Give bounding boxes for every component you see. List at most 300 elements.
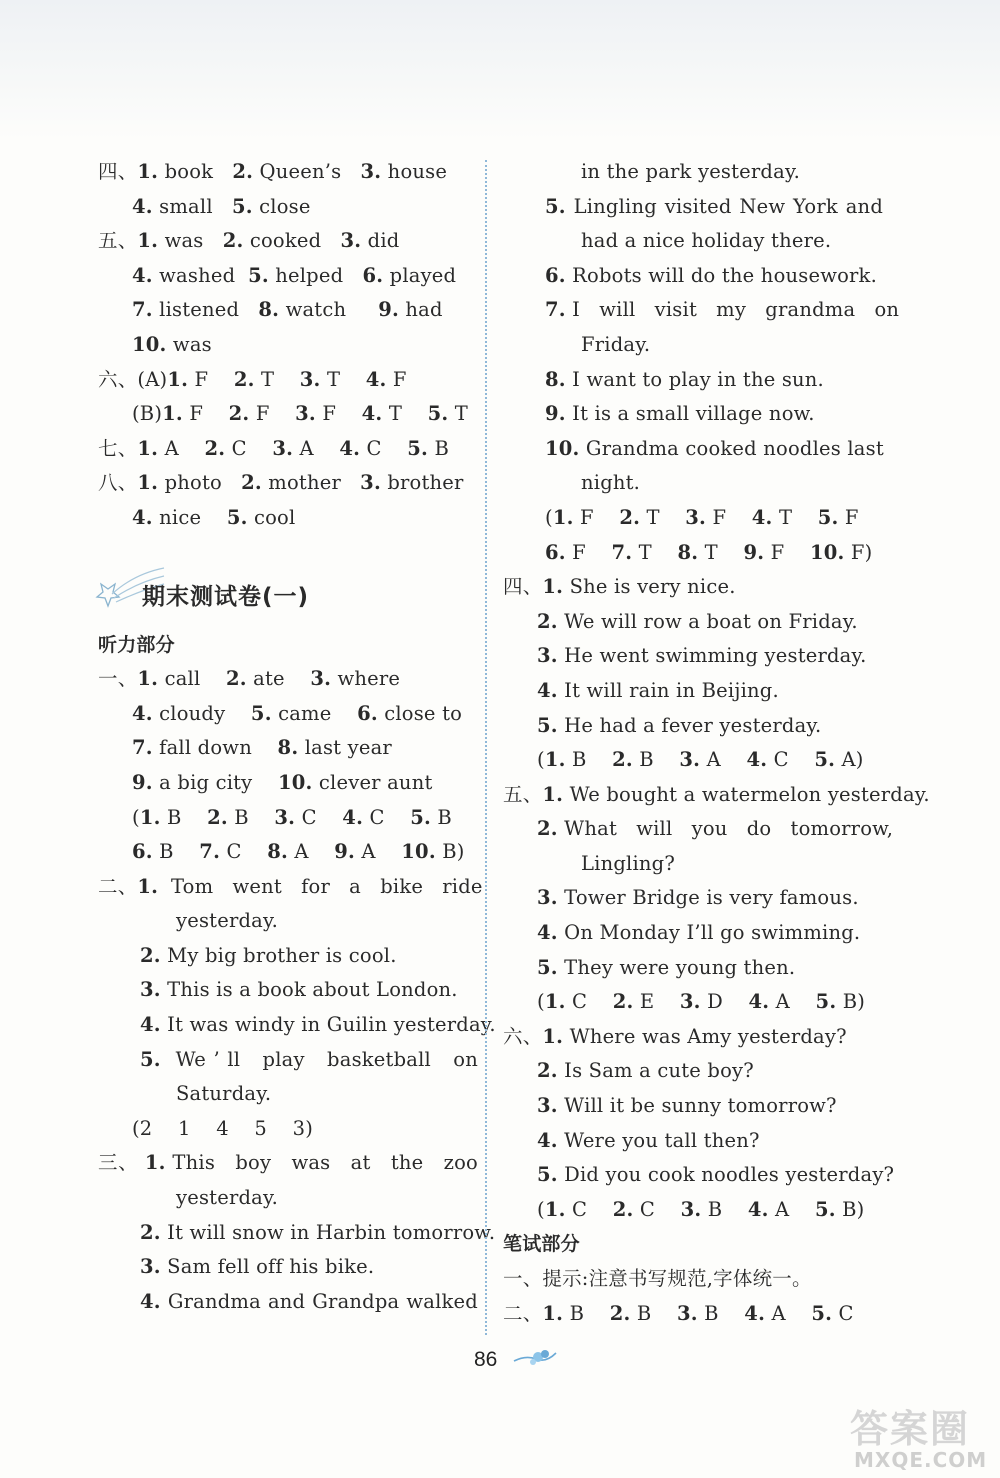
watermark — [840, 1398, 990, 1476]
answer-text: came — [271, 701, 358, 725]
left-answer-line — [98, 1181, 478, 1216]
answer-text: F — [565, 540, 612, 564]
answer-text: T — [320, 367, 366, 391]
answer-text: A — [768, 1197, 815, 1221]
item-number: 3. — [360, 471, 381, 495]
answer-text: ( — [537, 1197, 545, 1221]
answer-text: D — [700, 990, 749, 1014]
right-answer-line — [503, 605, 883, 640]
answer-text: 听力部分 — [98, 633, 175, 656]
section-title — [98, 566, 478, 628]
right-answer-line — [503, 951, 883, 986]
item-number: 1. — [167, 367, 189, 391]
answer-text: watch — [279, 298, 379, 322]
answer-text: It is a small village now. — [565, 402, 815, 426]
item-number: 4. — [132, 194, 153, 218]
right-answer-line — [503, 1124, 883, 1159]
answer-text: It was windy in Guilin yesterday. — [160, 1013, 496, 1037]
item-number: 6. — [545, 263, 566, 287]
right-answer-line — [503, 536, 883, 571]
answer-text: ( — [537, 990, 545, 1014]
item-number: 3. — [140, 978, 161, 1002]
answer-text: Is Sam a cute boy? — [557, 1059, 754, 1083]
answer-text: yesterday. — [176, 1186, 278, 1210]
answer-text: F — [182, 402, 229, 426]
section-title-text: 期末测试卷(一) — [142, 583, 310, 610]
right-answer-line — [503, 1054, 883, 1089]
answer-text: B — [632, 748, 680, 772]
answer-text: call — [158, 667, 226, 691]
answer-text: had — [398, 298, 443, 322]
right-answer-line — [503, 639, 883, 674]
answer-text: I want to play in the sun. — [565, 367, 824, 391]
item-number: 1. — [137, 229, 159, 253]
item-number: 9. — [334, 840, 355, 864]
item-number: 5. — [811, 1301, 833, 1325]
item-number: 5. — [410, 805, 431, 829]
answer-text: in the park yesterday. — [581, 160, 800, 183]
answer-text: fall down — [152, 736, 278, 760]
answer-text: B — [227, 805, 275, 829]
item-number: 7. — [545, 298, 566, 322]
item-number: 4. — [537, 921, 558, 945]
answer-text: E — [633, 990, 680, 1014]
answer-text: 八、 — [98, 471, 138, 495]
answer-text: ate — [246, 667, 311, 691]
right-answer-line — [503, 847, 883, 882]
answer-text: C — [565, 1197, 613, 1221]
right-answer-line — [503, 743, 883, 778]
answer-text: F — [764, 540, 810, 564]
answer-text: mother — [261, 471, 361, 495]
answer-text: where — [331, 667, 401, 691]
left-answer-line — [98, 1043, 478, 1078]
item-number: 3. — [340, 229, 362, 253]
item-number: 2. — [537, 609, 558, 633]
watermark-cn: 答案圈 — [850, 1407, 971, 1451]
answer-text: We will row a boat on Friday. — [557, 609, 858, 633]
item-number: 3. — [299, 367, 321, 391]
answer-text: Will it be sunny tomorrow? — [557, 1094, 837, 1118]
item-number: 4. — [132, 505, 153, 529]
answer-text: This boy was at the zoo — [165, 1151, 478, 1175]
right-answer-line — [503, 1262, 883, 1297]
right-answer-line — [503, 397, 883, 432]
item-number: 3. — [537, 644, 558, 668]
item-number: 1. — [144, 1151, 166, 1175]
answer-text: T — [254, 367, 300, 391]
item-number: 4. — [537, 1128, 558, 1152]
right-answer-line — [503, 916, 883, 951]
right-answer-line — [503, 363, 883, 398]
answer-text: F — [386, 367, 407, 391]
answer-text: B — [428, 436, 449, 460]
answer-text: B — [160, 805, 208, 829]
item-number: 4. — [748, 990, 770, 1014]
answer-text: photo — [158, 471, 242, 495]
answer-text: A — [355, 840, 402, 864]
answer-text: had a nice holiday there. — [581, 229, 832, 253]
item-number: 4. — [744, 1301, 766, 1325]
answer-text: I will visit my grandma on — [565, 298, 900, 322]
left-answer-line — [98, 801, 478, 836]
answer-text: cooked — [243, 229, 341, 253]
right-answer-line — [503, 674, 883, 709]
answer-text: ( — [132, 805, 140, 829]
left-answer-line — [98, 766, 478, 801]
answer-text: This is a book about London. — [160, 978, 458, 1002]
answer-text: 四、 — [98, 160, 138, 183]
item-number: 6. — [362, 263, 384, 287]
item-number: 2. — [140, 943, 161, 967]
item-number: 5. — [226, 505, 248, 529]
answer-text: yesterday. — [176, 909, 278, 933]
item-number: 8. — [545, 367, 566, 391]
answer-text: 笔试部分 — [503, 1233, 580, 1256]
item-number: 2. — [207, 805, 228, 829]
answer-text: Saturday. — [176, 1082, 272, 1106]
item-number: 4. — [365, 367, 387, 391]
answer-text: B) — [435, 840, 465, 864]
left-answer-line — [98, 697, 478, 732]
item-number: 5. — [545, 194, 566, 218]
answer-text: C — [225, 436, 273, 460]
left-answer-line — [98, 1285, 478, 1320]
left-answer-line — [98, 293, 478, 328]
item-number: 1. — [544, 990, 566, 1014]
item-number: 4. — [361, 402, 383, 426]
answer-text: (2 1 4 5 3) — [132, 1116, 314, 1140]
answer-text: F — [706, 505, 752, 529]
item-number: 6. — [545, 540, 566, 564]
left-answer-line — [98, 731, 478, 766]
answer-text: On Monday I’ll go swimming. — [557, 921, 861, 945]
answer-text: C — [220, 840, 268, 864]
item-number: 8. — [677, 540, 699, 564]
left-answer-line — [98, 973, 478, 1008]
answer-text: C — [295, 805, 343, 829]
item-number: 2. — [233, 367, 255, 391]
item-number: 10. — [401, 840, 436, 864]
item-number: 4. — [132, 701, 153, 725]
right-answer-line — [503, 709, 883, 744]
answer-text: My big brother is cool. — [160, 943, 397, 967]
answer-text: 二、 — [503, 1301, 543, 1325]
left-answer-line — [98, 190, 478, 225]
right-answer-line — [503, 1193, 883, 1228]
item-number: 4. — [339, 436, 361, 460]
item-number: 8. — [267, 840, 288, 864]
item-number: 4. — [342, 805, 364, 829]
right-answer-line — [503, 985, 883, 1020]
answer-text: ( — [537, 748, 545, 772]
item-number: 6. — [132, 840, 153, 864]
left-answer-line — [98, 501, 478, 536]
answer-text: F) — [844, 540, 873, 564]
answer-text: 二、 — [98, 874, 138, 898]
item-number: 5. — [814, 1197, 836, 1221]
answer-text: B — [565, 748, 613, 772]
answer-text: 五、 — [98, 229, 138, 253]
right-answer-line — [503, 1089, 883, 1124]
answer-text: Lingling visited New York and — [565, 194, 883, 218]
answer-text: 一、提示:注意书写规范,字体统一。 — [503, 1267, 812, 1290]
answer-text: Queen’s — [253, 160, 361, 183]
item-number: 2. — [612, 990, 634, 1014]
answer-text: C — [565, 990, 613, 1014]
item-number: 1. — [137, 471, 159, 495]
page-number: 86 — [474, 1348, 498, 1371]
item-number: 3. — [310, 667, 332, 691]
answer-text: 七、 — [98, 436, 138, 460]
left-answer-line — [98, 1112, 478, 1147]
answer-text: close — [252, 194, 311, 218]
answer-text: last year — [298, 736, 392, 760]
item-number: 5. — [815, 990, 837, 1014]
item-number: 1. — [137, 436, 159, 460]
item-number: 9. — [743, 540, 765, 564]
answer-text: night. — [581, 471, 641, 495]
answer-text: What will you do tomorrow, — [557, 817, 894, 841]
answer-text: It will rain in Beijing. — [557, 678, 779, 702]
item-number: 10. — [809, 540, 845, 564]
answer-text: F — [249, 402, 296, 426]
item-number: 1. — [544, 748, 566, 772]
answer-text: B — [630, 1301, 677, 1325]
answer-text: A — [287, 840, 335, 864]
item-number: 3. — [537, 1094, 558, 1118]
answer-text: B — [697, 1301, 745, 1325]
left-answer-line — [98, 397, 478, 432]
right-answer-line — [503, 293, 900, 328]
item-number: 5. — [817, 505, 839, 529]
item-number: 2. — [537, 1059, 558, 1083]
answer-text: A — [158, 436, 205, 460]
item-number: 3. — [679, 990, 701, 1014]
answer-text: (B) — [132, 402, 163, 426]
answer-text: Where was Amy yesterday? — [563, 1024, 847, 1048]
left-answer-column — [98, 155, 496, 1319]
item-number: 9. — [132, 770, 153, 794]
item-number: 5. — [537, 955, 558, 979]
item-number: 4. — [140, 1013, 161, 1037]
item-number: 5. — [407, 436, 429, 460]
answer-text: book — [158, 160, 233, 183]
item-number: 1. — [137, 667, 159, 691]
answer-text: B) — [836, 990, 866, 1014]
answer-text: B — [563, 1301, 610, 1325]
column-divider — [485, 160, 487, 1335]
answer-text: F — [315, 402, 362, 426]
item-number: 7. — [132, 298, 153, 322]
item-number: 4. — [746, 748, 768, 772]
item-number: 2. — [537, 817, 558, 841]
left-answer-line — [98, 870, 483, 905]
item-number: 9. — [545, 402, 566, 426]
right-answer-line — [503, 1227, 883, 1262]
item-number: 3. — [677, 1301, 698, 1325]
item-number: 2. — [204, 436, 226, 460]
answer-text: He had a fever yesterday. — [557, 713, 822, 737]
answer-text: Did you cook noodles yesterday? — [557, 1163, 895, 1187]
item-number: 2. — [619, 505, 641, 529]
item-number: 3. — [680, 1197, 702, 1221]
answer-text: C — [767, 748, 815, 772]
item-number: 2. — [612, 748, 633, 772]
answer-text: Grandma and Grandpa walked — [160, 1289, 478, 1313]
answer-text: listened — [152, 298, 259, 322]
answer-text: F — [838, 505, 859, 529]
answer-text: A — [293, 436, 340, 460]
answer-text: a big city — [152, 770, 278, 794]
answer-text: was — [166, 332, 212, 356]
answer-text: Lingling? — [581, 851, 675, 875]
item-number: 10. — [132, 332, 167, 356]
answer-text: F — [188, 367, 234, 391]
left-answer-line — [98, 1216, 496, 1251]
item-number: 4. — [751, 505, 773, 529]
answer-text: 五、 — [503, 782, 543, 806]
answer-text: 六、(A) — [98, 367, 168, 391]
right-answer-line — [503, 1297, 883, 1332]
right-answer-line — [503, 778, 930, 813]
left-answer-line — [98, 835, 478, 870]
item-number: 5. — [814, 748, 836, 772]
item-number: 2. — [232, 160, 254, 183]
right-answer-line — [503, 432, 883, 467]
item-number: 5. — [231, 194, 253, 218]
answer-text: It will snow in Harbin tomorrow. — [160, 1220, 496, 1244]
right-answer-line — [503, 570, 883, 605]
item-number: 10. — [278, 770, 313, 794]
item-number: 5. — [537, 713, 558, 737]
right-answer-line — [503, 881, 883, 916]
item-number: 3. — [295, 402, 316, 426]
item-number: 9. — [378, 298, 399, 322]
left-answer-line — [98, 259, 478, 294]
item-number: 2. — [222, 229, 244, 253]
left-answer-line — [98, 1008, 496, 1043]
answer-text: 四、 — [503, 575, 543, 599]
answer-text: cool — [247, 505, 296, 529]
item-number: 4. — [747, 1197, 769, 1221]
answer-text: cloudy — [152, 701, 251, 725]
answer-text: brother — [380, 471, 464, 495]
item-number: 4. — [537, 678, 558, 702]
left-answer-line — [98, 904, 478, 939]
item-number: 6. — [357, 701, 378, 725]
answer-text: B — [701, 1197, 748, 1221]
answer-text: close to — [377, 701, 463, 725]
flower-ornament-icon — [512, 1345, 558, 1371]
answer-text: Tom went for a bike ride — [158, 874, 483, 898]
item-number: 2. — [609, 1301, 631, 1325]
item-number: 1. — [542, 1024, 564, 1048]
item-number: 8. — [277, 736, 299, 760]
item-number: 1. — [162, 402, 183, 426]
answer-text: A — [765, 1301, 812, 1325]
answer-text: nice — [152, 505, 227, 529]
answer-text: helped — [268, 263, 363, 287]
right-answer-line — [503, 328, 883, 363]
answer-text: A) — [835, 748, 864, 772]
answer-text: T — [448, 402, 468, 426]
answer-text: Friday. — [581, 332, 651, 356]
item-number: 1. — [139, 805, 161, 829]
answer-text: played — [383, 263, 457, 287]
answer-text: ( — [545, 505, 553, 529]
answer-text: They were young then. — [557, 955, 796, 979]
answer-text: C — [360, 436, 408, 460]
answer-text: C — [832, 1301, 854, 1325]
right-answer-line — [503, 1020, 883, 1055]
answer-text: Tower Bridge is very famous. — [557, 886, 859, 910]
item-number: 4. — [132, 263, 153, 287]
answer-text: T — [640, 505, 686, 529]
item-number: 1. — [137, 874, 159, 898]
answer-text: Sam fell off his bike. — [160, 1255, 375, 1279]
item-number: 1. — [552, 505, 574, 529]
answer-text: 一、 — [98, 667, 138, 691]
answer-text: B) — [835, 1197, 865, 1221]
answer-text: She is very nice. — [563, 575, 736, 599]
right-answer-line — [503, 155, 883, 190]
item-number: 3. — [274, 805, 296, 829]
answer-text: Were you tall then? — [557, 1128, 760, 1152]
item-number: 2. — [228, 402, 250, 426]
answer-text: T — [698, 540, 744, 564]
left-answer-line — [98, 155, 478, 190]
item-number: 2. — [241, 471, 262, 495]
answer-text: 六、 — [503, 1024, 543, 1048]
answer-text: T — [382, 402, 428, 426]
answer-text: B — [430, 805, 452, 829]
right-answer-line — [503, 466, 883, 501]
item-number: 2. — [140, 1220, 161, 1244]
left-answer-line — [98, 432, 478, 467]
item-number: 7. — [611, 540, 633, 564]
item-number: 5. — [140, 1047, 161, 1071]
right-answer-line — [503, 501, 883, 536]
left-answer-line — [98, 224, 478, 259]
item-number: 5. — [427, 402, 449, 426]
answer-text: was — [158, 229, 223, 253]
right-answer-line — [503, 1158, 895, 1193]
item-number: 5. — [537, 1163, 558, 1187]
answer-text: C — [633, 1197, 681, 1221]
item-number: 7. — [132, 736, 153, 760]
left-answer-line — [98, 662, 478, 697]
answer-text: A — [700, 748, 747, 772]
item-number: 1. — [542, 575, 564, 599]
item-number: 3. — [360, 160, 382, 183]
answer-text: B — [152, 840, 200, 864]
item-number: 5. — [250, 701, 272, 725]
answer-text: C — [363, 805, 411, 829]
right-answer-line — [503, 259, 883, 294]
item-number: 1. — [542, 1301, 564, 1325]
answer-text: washed — [152, 263, 249, 287]
answer-text: T — [772, 505, 818, 529]
right-answer-line — [503, 812, 894, 847]
answer-text: T — [632, 540, 678, 564]
left-answer-line — [98, 1077, 478, 1112]
left-answer-line — [98, 1250, 478, 1285]
watermark-en: MXQE.COM — [854, 1448, 988, 1472]
answer-text: clever aunt — [312, 770, 433, 794]
item-number: 3. — [537, 886, 558, 910]
answer-text: A — [769, 990, 816, 1014]
